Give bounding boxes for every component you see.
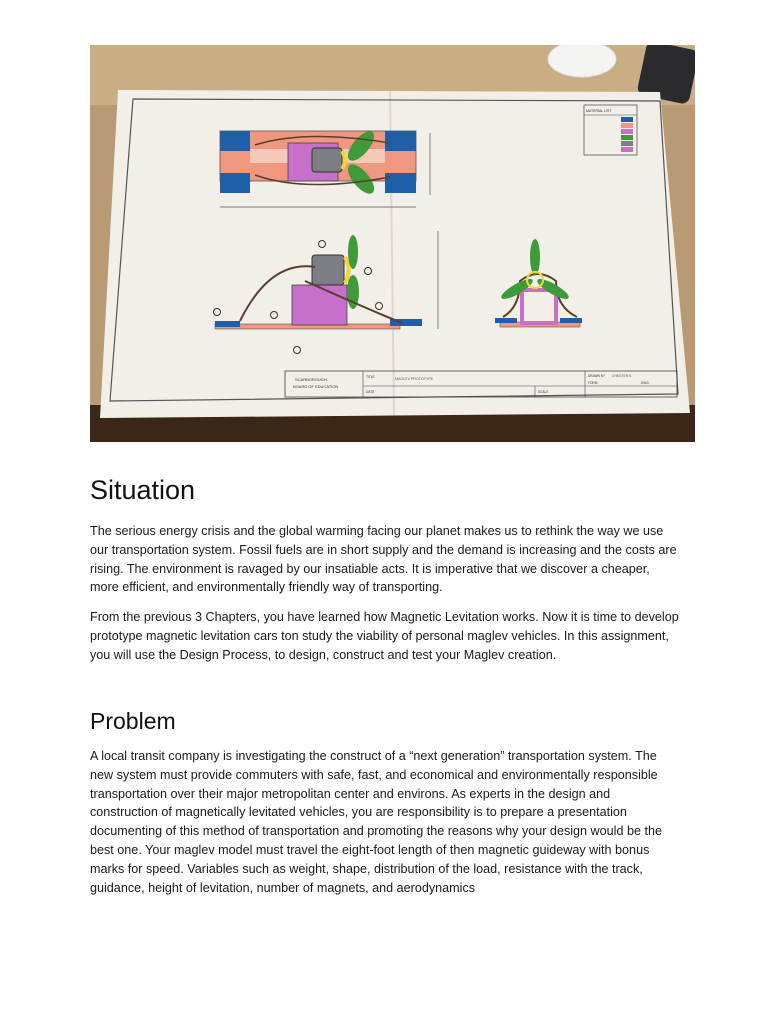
date-label: DATE: [366, 390, 375, 394]
school-name-line2: BOARD OF EDUCATION: [293, 384, 339, 389]
dwg-label: DWG.: [641, 381, 650, 385]
title-label: TITLE: [366, 375, 375, 379]
problem-paragraph-1: A local transit company is investigating the construct of a “next generation” transportation system. The new system must provide commuters with safe, fast, and economical and environmentally responsible transportation over their major metropolitan center and environs. As experts in the design and construction of magnetically levitated vehicles, you are responsibility is to prepare a presentation documenting of this method of transportation and promoting the reasons why your design would be the best one. Your maglev model must travel the eight-foot length of then magnetic guideway with bonus marks for speed. Variables such as weight, shape, distribution of the load, resistance with the track, guidance, height of levitation, number of magnets, and aerodynamics: [90, 749, 662, 895]
scale-label: SCALE: [538, 390, 549, 394]
problem-heading: Problem: [90, 708, 176, 734]
situation-paragraph-1: The serious energy crisis and the global warming facing our planet makes us to rethink the way we use our transportation system. Fossil fuels are in short supply and the demand is increasing and the costs are rising. The environment is ravaged by our insatiable acts. It is imperative that we discover a cheaper, more efficient, and environmentally friendly way of transporting.: [90, 524, 677, 595]
maglev-drawing-photo: [90, 45, 695, 442]
legend-title: MATERIAL LIST: [586, 109, 612, 113]
school-name-line1: SCARBOROUGH: [295, 377, 327, 382]
drawn-by-label: DRAWN BY: [588, 374, 606, 378]
situation-paragraph-2: From the previous 3 Chapters, you have learned how Magnetic Levitation works. Now it is time to develop prototype magnetic levitation cars ton study the viability of personal maglev vehicles. In this assignment, you will use the Design Process, to design, construct and test your Maglev creation.: [90, 610, 679, 662]
form-label: FORM: [588, 381, 598, 385]
situation-heading: Situation: [90, 475, 196, 505]
title-value: MAGLEV PROTOTYPE: [395, 377, 434, 381]
drawn-by-value: CHESTER K.: [612, 374, 633, 378]
